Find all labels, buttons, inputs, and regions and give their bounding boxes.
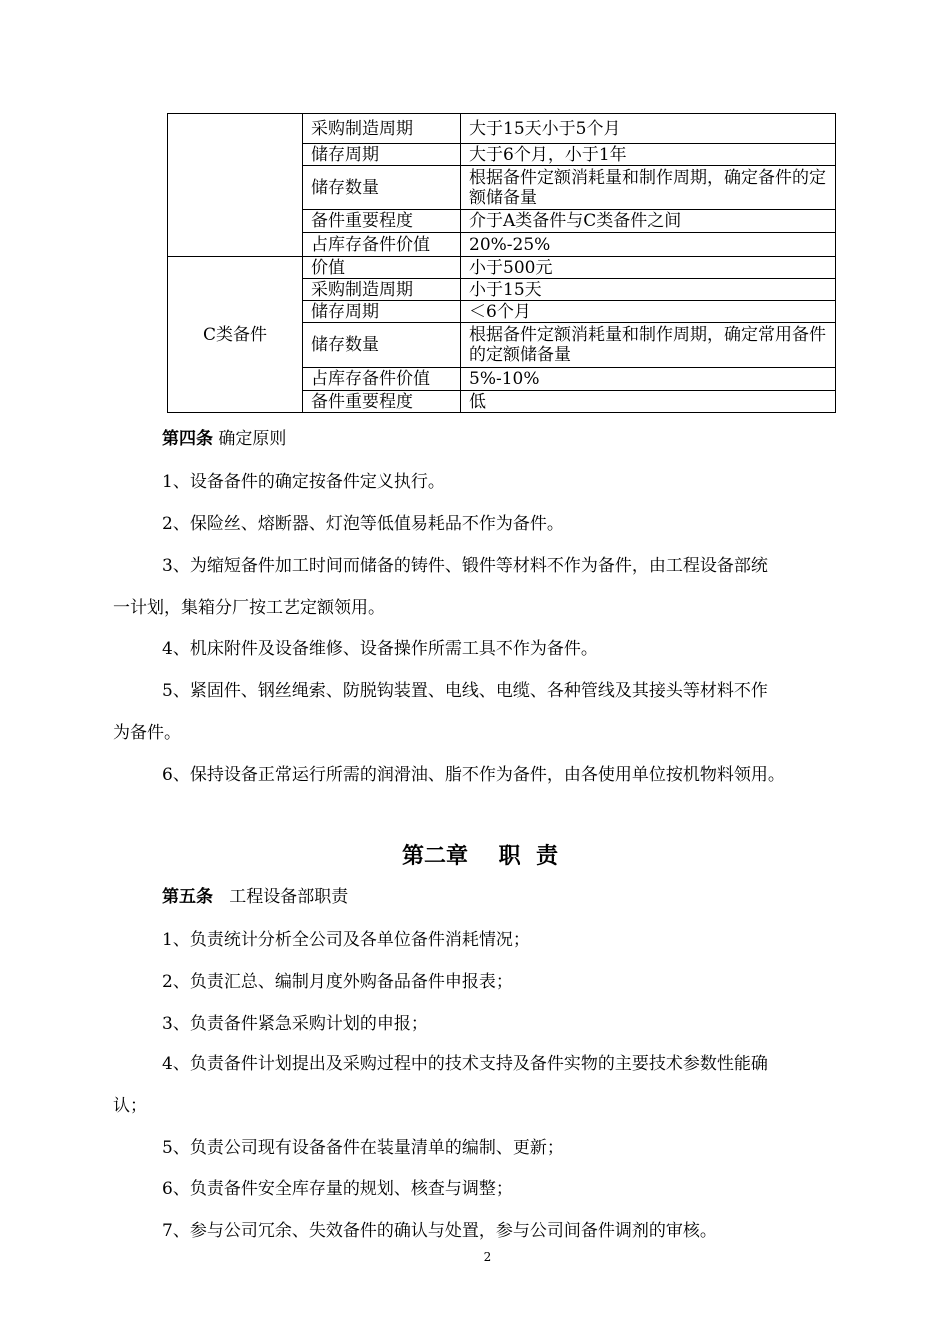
attr-cell: 采购制造周期 [303, 114, 461, 144]
list-item-continuation: 认； [113, 1096, 147, 1116]
table-row [168, 114, 836, 144]
chapter-title: 第二章 职 责 [402, 843, 558, 869]
attr-cell: 储存周期 [303, 144, 461, 166]
article-number: 第五条 [162, 887, 213, 907]
group-c-label-cell: C类备件 [168, 257, 303, 413]
value-cell: 小于15天 [461, 279, 836, 301]
value-cell: 小于500元 [461, 257, 836, 279]
article-title: 工程设备部职责 [229, 887, 349, 907]
table-row [168, 257, 836, 279]
attr-cell: 储存数量 [303, 166, 461, 210]
value-cell: 根据备件定额消耗量和制作周期，确定备件的定额储备量 [461, 166, 836, 210]
value-cell: 20%-25% [461, 233, 836, 257]
group-b-label-cell [168, 114, 303, 257]
list-item-continuation: 为备件。 [113, 723, 181, 743]
value-cell: 大于6个月，小于1年 [461, 144, 836, 166]
attr-cell: 备件重要程度 [303, 210, 461, 233]
list-item: 5、紧固件、钢丝绳索、防脱钩装置、电线、电缆、各种管线及其接头等材料不作 [162, 681, 768, 701]
list-item: 3、负责备件紧急采购计划的申报； [162, 1014, 428, 1034]
list-item: 5、负责公司现有设备备件在装量清单的编制、更新； [162, 1138, 564, 1158]
list-item: 1、负责统计分析全公司及各单位备件消耗情况； [162, 930, 530, 950]
list-item: 2、负责汇总、编制月度外购备品备件申报表； [162, 972, 513, 992]
attr-cell: 占库存备件价值 [303, 368, 461, 391]
list-item: 2、保险丝、熔断器、灯泡等低值易耗品不作为备件。 [162, 514, 564, 534]
page-number: 2 [483, 1250, 492, 1264]
article-number: 第四条 [162, 429, 213, 449]
article-5-heading [162, 886, 950, 908]
attr-cell: 价值 [303, 257, 461, 279]
list-item: 4、负责备件计划提出及采购过程中的技术支持及备件实物的主要技术参数性能确 [162, 1054, 768, 1074]
value-cell: 5%-10% [461, 368, 836, 391]
value-cell: 介于A类备件与C类备件之间 [461, 210, 836, 233]
spare-parts-classification-table [167, 113, 836, 413]
article-title: 确定原则 [218, 429, 287, 449]
list-item: 6、保持设备正常运行所需的润滑油、脂不作为备件，由各使用单位按机物料领用。 [162, 765, 785, 785]
article-4-heading [162, 428, 950, 450]
attr-cell: 备件重要程度 [303, 391, 461, 413]
list-item-continuation: 一计划，集箱分厂按工艺定额领用。 [113, 598, 385, 618]
attr-cell: 采购制造周期 [303, 279, 461, 301]
attr-cell: 储存数量 [303, 323, 461, 368]
list-item: 1、设备备件的确定按备件定义执行。 [162, 472, 445, 492]
list-item: 3、为缩短备件加工时间而储备的铸件、锻件等材料不作为备件，由工程设备部统 [162, 556, 768, 576]
list-item: 6、负责备件安全库存量的规划、核查与调整； [162, 1179, 513, 1199]
value-cell: 根据备件定额消耗量和制作周期，确定常用备件的定额储备量 [461, 323, 836, 368]
value-cell: ＜6个月 [461, 301, 836, 323]
value-cell: 低 [461, 391, 836, 413]
list-item: 4、机床附件及设备维修、设备操作所需工具不作为备件。 [162, 639, 598, 659]
list-item: 7、参与公司冗余、失效备件的确认与处置，参与公司间备件调剂的审核。 [162, 1221, 717, 1241]
attr-cell: 储存周期 [303, 301, 461, 323]
attr-cell: 占库存备件价值 [303, 233, 461, 257]
value-cell: 大于15天小于5个月 [461, 114, 836, 144]
